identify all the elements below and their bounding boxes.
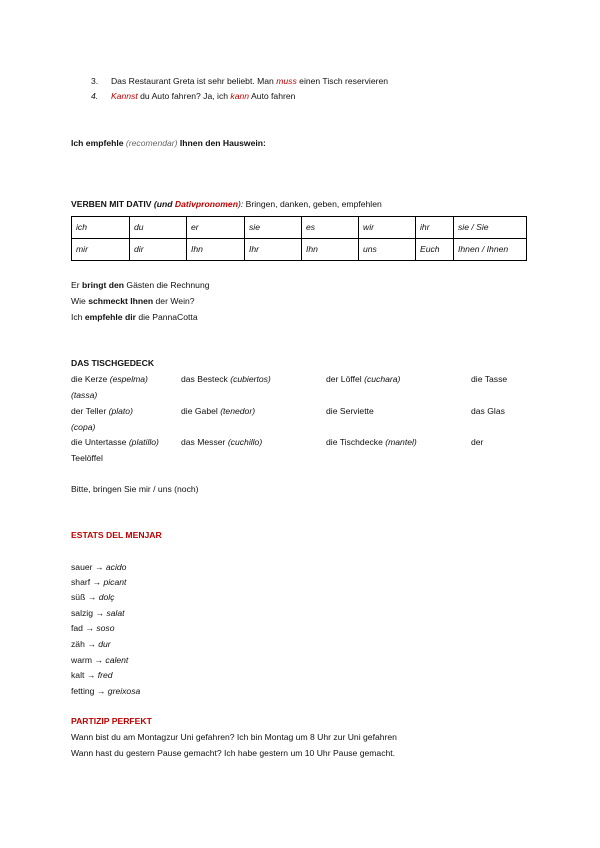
dativ-table xyxy=(71,216,527,261)
food-translation: fred xyxy=(97,670,113,680)
partizip-line: Wann hast du gestern Pause gemacht? Ich habe gestern um 10 Uhr Pause gemacht. xyxy=(71,748,396,758)
modal-verb: Kannst xyxy=(110,91,138,101)
food-translation: dur xyxy=(98,639,111,649)
dativ-verbs: Bringen, danken, geben, empfehlen xyxy=(245,199,382,209)
table-row xyxy=(72,239,527,261)
vocab-word: der Löffel xyxy=(326,374,365,384)
table-cell: er xyxy=(187,217,245,239)
list-text: du Auto fahren? Ja, ich xyxy=(137,91,231,101)
food-word: sharf xyxy=(71,577,91,587)
table-cell: Ihr xyxy=(245,239,302,261)
example-text: Gästen die Rechnung xyxy=(124,280,210,290)
vocab-cell xyxy=(181,404,255,420)
food-word: fetting xyxy=(71,686,95,696)
example-verb: schmeckt Ihnen xyxy=(88,296,154,306)
vocab-word: das Messer xyxy=(181,437,228,447)
table-cell: es xyxy=(302,217,359,239)
list-item-3 xyxy=(91,74,388,90)
food-word: salzig xyxy=(71,608,93,618)
arrow-icon: → xyxy=(84,639,99,649)
food-translation: salat xyxy=(106,608,125,618)
table-cell: wir xyxy=(359,217,416,239)
vocab-gloss: (copa) xyxy=(71,422,96,432)
dativ-heading xyxy=(71,197,382,213)
example-line xyxy=(71,310,198,326)
vocab-word: die Tasse xyxy=(471,374,508,384)
vocab-cell xyxy=(71,404,133,420)
food-word: warm xyxy=(71,655,93,665)
vocab-word: die Tischdecke xyxy=(326,437,386,447)
list-item xyxy=(71,684,140,700)
list-number: 4. xyxy=(91,91,99,101)
vocab-word: die Untertasse xyxy=(71,437,129,447)
list-item xyxy=(71,621,114,637)
example-text: Wie xyxy=(71,296,89,306)
example-text: Er xyxy=(71,280,82,290)
list-number: 3. xyxy=(91,76,99,86)
recommend-line xyxy=(71,136,266,152)
food-translation: dolç xyxy=(98,592,115,602)
vocab-word: die Gabel xyxy=(181,406,221,416)
food-word: sauer xyxy=(71,562,93,572)
vocab-gloss: (tenedor) xyxy=(220,406,256,416)
food-translation: soso xyxy=(96,623,115,633)
recommend-text: Ihnen den Hauswein: xyxy=(177,138,266,148)
vocab-gloss: (tassa) xyxy=(71,390,98,400)
list-text: Auto fahren xyxy=(249,91,296,101)
vocab-gloss: (cubiertos) xyxy=(230,374,271,384)
table-cell: ihr xyxy=(416,217,454,239)
vocab-gloss: (mantel) xyxy=(385,437,417,447)
table-cell: dir xyxy=(130,239,187,261)
table-cell: sie xyxy=(245,217,302,239)
list-text: einen Tisch reservieren xyxy=(296,76,389,86)
list-item xyxy=(71,590,114,606)
list-item xyxy=(71,637,111,653)
vocab-word: der xyxy=(471,437,484,447)
vocab-word: das Glas xyxy=(471,406,505,416)
example-text: die PannaCotta xyxy=(135,312,198,322)
tischgedeck-title: DAS TISCHGEDECK xyxy=(71,358,155,368)
list-item xyxy=(71,606,125,622)
vocab-word: das Besteck xyxy=(181,374,231,384)
list-text: Das Restaurant Greta ist sehr beliebt. Man xyxy=(110,76,277,86)
table-cell: Ihn xyxy=(302,239,359,261)
bitte-line: Bitte, bringen Sie mir / uns (noch) xyxy=(71,484,199,494)
example-line xyxy=(71,278,210,294)
example-verb: empfehle dir xyxy=(84,312,136,322)
vocab-word: die Serviette xyxy=(326,406,374,416)
table-cell: uns xyxy=(359,239,416,261)
food-translation: greixosa xyxy=(107,686,141,696)
food-translation: calent xyxy=(105,655,129,665)
arrow-icon: → xyxy=(92,562,106,572)
table-cell: ich xyxy=(72,217,130,239)
list-item xyxy=(71,653,128,669)
recommend-gloss: (recomendar) xyxy=(125,138,178,148)
food-word: zäh xyxy=(71,639,85,649)
table-cell: mir xyxy=(72,239,130,261)
arrow-icon: → xyxy=(85,592,99,602)
list-item xyxy=(71,575,126,591)
vocab-cell xyxy=(181,435,262,451)
arrow-icon: → xyxy=(84,670,98,680)
dativ-paren: (und xyxy=(153,199,175,209)
vocab-gloss: (platillo) xyxy=(128,437,159,447)
vocab-gloss: (espelma) xyxy=(109,374,148,384)
recommend-text: Ich empfehle xyxy=(71,138,126,148)
estats-title: ESTATS DEL MENJAR xyxy=(71,530,162,540)
vocab-cell xyxy=(71,372,148,388)
arrow-icon: → xyxy=(90,577,104,587)
dativ-pronomen: Dativpronomen xyxy=(174,199,238,209)
vocab-word: der Teller xyxy=(71,406,109,416)
food-word: süß xyxy=(71,592,86,602)
vocab-word: Teelöffel xyxy=(71,453,103,463)
arrow-icon: → xyxy=(92,655,106,665)
vocab-cell xyxy=(326,372,400,388)
example-verb: bringt den xyxy=(81,280,124,290)
table-cell: sie / Sie xyxy=(454,217,527,239)
vocab-gloss: (cuchillo) xyxy=(227,437,263,447)
vocab-word: die Kerze xyxy=(71,374,110,384)
vocab-gloss: (cuchara) xyxy=(364,374,401,384)
modal-verb: muss xyxy=(276,76,297,86)
example-text: der Wein? xyxy=(153,296,195,306)
list-item xyxy=(71,560,126,576)
food-word: fad xyxy=(71,623,83,633)
partizip-line: Wann bist du am Montagzur Uni gefahren? Ich bin Montag um 8 Uhr zur Uni gefahren xyxy=(71,732,397,742)
food-word: kalt xyxy=(71,670,85,680)
table-row xyxy=(72,217,527,239)
dativ-paren: ): xyxy=(237,199,246,209)
dativ-title: VERBEN MIT DATIV xyxy=(71,199,154,209)
arrow-icon: → xyxy=(94,686,108,696)
table-cell: Ihn xyxy=(187,239,245,261)
arrow-icon: → xyxy=(82,623,97,633)
example-text: Ich xyxy=(71,312,85,322)
partizip-title: PARTIZIP PERFEKT xyxy=(71,716,152,726)
vocab-gloss: (plato) xyxy=(108,406,133,416)
list-item xyxy=(71,668,113,684)
vocab-cell xyxy=(181,372,271,388)
arrow-icon: → xyxy=(92,608,107,618)
table-cell: Euch xyxy=(416,239,454,261)
table-cell: Ihnen / Ihnen xyxy=(454,239,527,261)
list-item-4 xyxy=(91,89,295,105)
vocab-cell xyxy=(326,435,417,451)
modal-verb: kann xyxy=(230,91,250,101)
table-cell: du xyxy=(130,217,187,239)
vocab-cell xyxy=(71,435,159,451)
example-line xyxy=(71,294,195,310)
food-translation: picant xyxy=(103,577,127,587)
food-translation: acido xyxy=(105,562,127,572)
